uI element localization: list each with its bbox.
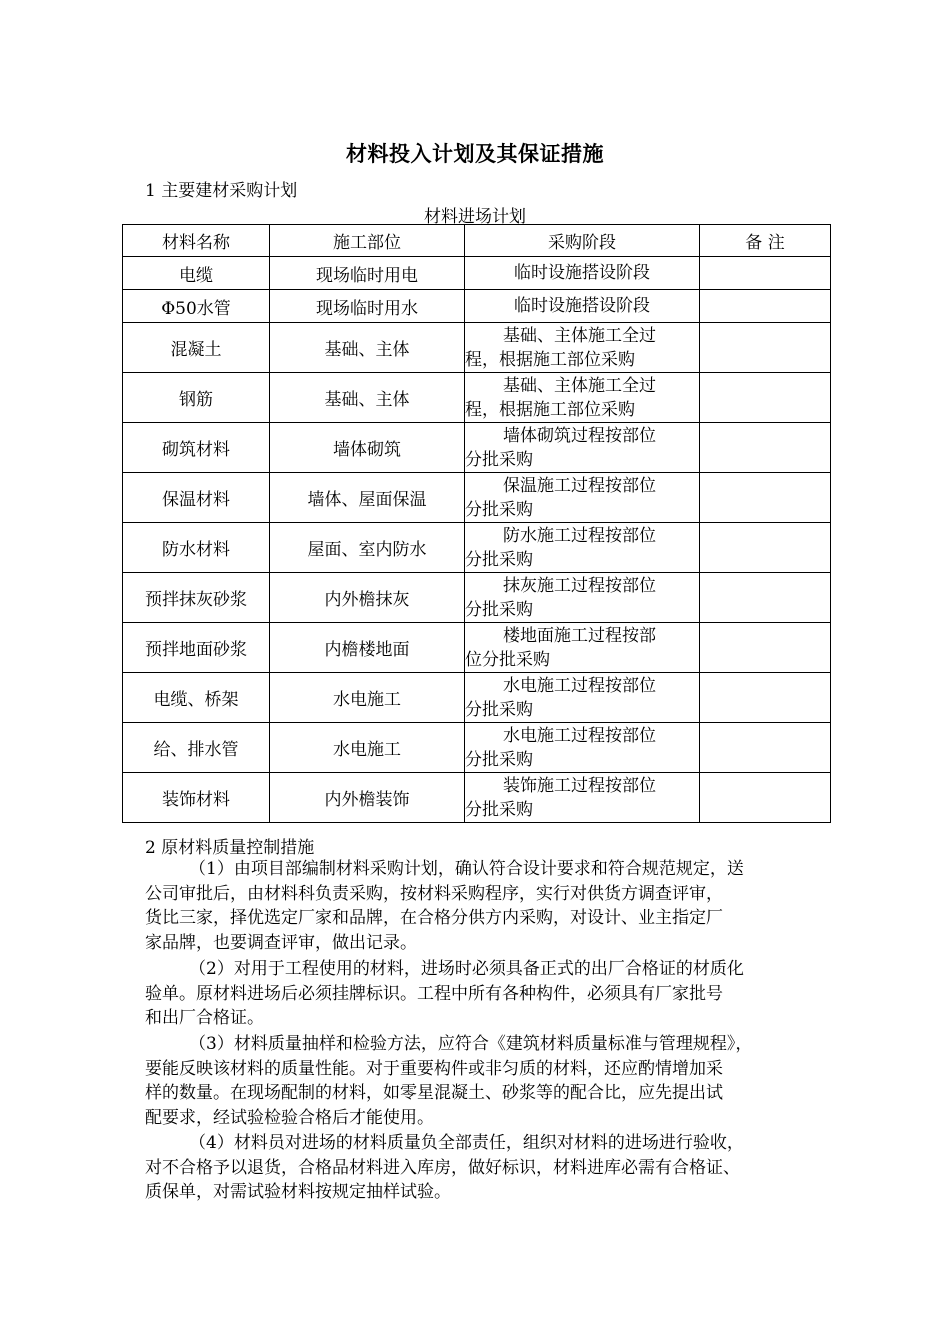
stage-line-2: 分批采购: [465, 549, 533, 570]
stage-line-2: 分批采购: [465, 449, 533, 470]
paragraph-line: 对不合格予以退货，合格品材料进入库房，做好标识，材料进库必需有合格证、: [145, 1157, 740, 1178]
body-paragraph: [145, 1131, 810, 1205]
table-row: [123, 473, 831, 523]
cell-purchase-stage: [465, 523, 700, 573]
cell-remarks: [700, 257, 831, 290]
stage-line-1: 楼地面施工过程按部: [503, 625, 656, 646]
cell-material-name: 混凝土: [123, 323, 270, 373]
table-caption: 材料进场计划: [424, 207, 526, 227]
paragraph-line: （3）材料质量抽样和检验方法，应符合《建筑材料质量标准与管理规程》，: [189, 1034, 753, 1054]
header-material-name: 材料名称: [123, 225, 270, 257]
cell-remarks: [700, 573, 831, 623]
table-row: [123, 373, 831, 423]
cell-material-name: 防水材料: [123, 523, 270, 573]
cell-material-name: Φ50水管: [123, 290, 270, 323]
cell-construction-part: 内外檐抹灰: [270, 573, 465, 623]
cell-purchase-stage: [465, 323, 700, 373]
stage-line-2: 程，根据施工部位采购: [465, 399, 635, 420]
table-row: [123, 773, 831, 823]
stage-line-1: 墙体砌筑过程按部位: [503, 425, 656, 446]
cell-purchase-stage: [465, 373, 700, 423]
table-body: [123, 257, 831, 823]
cell-construction-part: 内外檐装饰: [270, 773, 465, 823]
body-paragraph: [145, 857, 810, 955]
cell-remarks: [700, 290, 831, 323]
cell-purchase-stage: [465, 673, 700, 723]
body-paragraph: [145, 1032, 810, 1130]
cell-purchase-stage: [465, 573, 700, 623]
page-title: 材料投入计划及其保证措施: [346, 141, 604, 166]
cell-purchase-stage: [465, 723, 700, 773]
cell-remarks: [700, 773, 831, 823]
section-heading-1: 1 主要建材采购计划: [145, 181, 298, 201]
paragraph-line: （1）由项目部编制材料采购计划，确认符合设计要求和符合规范规定，送: [189, 859, 744, 879]
paragraph-line: 验单。原材料进场后必须挂牌标识。工程中所有各种构件，必须具有厂家批号: [145, 983, 723, 1004]
cell-construction-part: 墙体、屋面保温: [270, 473, 465, 523]
cell-construction-part: 水电施工: [270, 723, 465, 773]
cell-construction-part: 基础、主体: [270, 373, 465, 423]
paragraph-line: 公司审批后，由材料科负责采购，按材料采购程序，实行对供货方调查评审，: [145, 883, 723, 904]
cell-material-name: 电缆: [123, 257, 270, 290]
stage-line-2: 分批采购: [465, 699, 533, 720]
stage-line-2: 分批采购: [465, 799, 533, 820]
cell-construction-part: 墙体砌筑: [270, 423, 465, 473]
stage-line-1: 水电施工过程按部位: [503, 675, 656, 696]
section-heading-2: 2 原材料质量控制措施: [145, 838, 315, 858]
cell-construction-part: 屋面、室内防水: [270, 523, 465, 573]
cell-purchase-stage: 临时设施搭设阶段: [465, 257, 700, 290]
body-paragraph: [145, 957, 810, 1031]
paragraph-line: 配要求，经试验检验合格后才能使用。: [145, 1107, 434, 1128]
stage-line-2: 位分批采购: [465, 649, 550, 670]
cell-material-name: 给、排水管: [123, 723, 270, 773]
table-row: [123, 673, 831, 723]
cell-material-name: 砌筑材料: [123, 423, 270, 473]
header-remarks: 备 注: [700, 225, 831, 257]
paragraph-line: （4）材料员对进场的材料质量负全部责任，组织对材料的进场进行验收，: [189, 1133, 744, 1153]
cell-remarks: [700, 673, 831, 723]
stage-line-1: 基础、主体施工全过: [503, 375, 656, 396]
stage-line-1: 基础、主体施工全过: [503, 325, 656, 346]
table-row: [123, 623, 831, 673]
stage-line-1: 装饰施工过程按部位: [503, 775, 656, 796]
cell-remarks: [700, 323, 831, 373]
cell-purchase-stage: [465, 423, 700, 473]
paragraph-line: 质保单，对需试验材料按规定抽样试验。: [145, 1182, 451, 1202]
paragraph-line: （2）对用于工程使用的材料，进场时必须具备正式的出厂合格证的材质化: [189, 959, 744, 979]
cell-material-name: 预拌抹灰砂浆: [123, 573, 270, 623]
stage-line-2: 分批采购: [465, 749, 533, 770]
header-construction-part: 施工部位: [270, 225, 465, 257]
table-row: [123, 323, 831, 373]
cell-purchase-stage: 临时设施搭设阶段: [465, 290, 700, 323]
stage-line-1: 水电施工过程按部位: [503, 725, 656, 746]
cell-material-name: 装饰材料: [123, 773, 270, 823]
material-plan-table: [122, 224, 831, 823]
table-row: [123, 523, 831, 573]
cell-remarks: [700, 723, 831, 773]
cell-material-name: 保温材料: [123, 473, 270, 523]
cell-remarks: [700, 623, 831, 673]
cell-construction-part: 内檐楼地面: [270, 623, 465, 673]
table-row: [123, 573, 831, 623]
stage-line-1: 抹灰施工过程按部位: [503, 575, 656, 596]
cell-material-name: 电缆、桥架: [123, 673, 270, 723]
cell-remarks: [700, 423, 831, 473]
paragraph-line: 样的数量。在现场配制的材料，如零星混凝土、砂浆等的配合比，应先提出试: [145, 1083, 723, 1103]
paragraph-line: 家品牌，也要调查评审，做出记录。: [145, 932, 417, 953]
table-header-row: [123, 225, 831, 257]
stage-line-2: 程，根据施工部位采购: [465, 349, 635, 370]
cell-material-name: 钢筋: [123, 373, 270, 423]
paragraph-line: 要能反映该材料的质量性能。对于重要构件或非匀质的材料，还应酌情增加采: [145, 1058, 723, 1079]
cell-construction-part: 水电施工: [270, 673, 465, 723]
stage-line-1: 保温施工过程按部位: [503, 475, 656, 496]
table-row: [123, 290, 831, 323]
table-row: [123, 257, 831, 290]
stage-line-2: 分批采购: [465, 599, 533, 620]
paragraph-line: 和出厂合格证。: [145, 1008, 264, 1028]
cell-material-name: 预拌地面砂浆: [123, 623, 270, 673]
cell-purchase-stage: [465, 473, 700, 523]
cell-purchase-stage: [465, 773, 700, 823]
stage-line-2: 分批采购: [465, 499, 533, 520]
cell-construction-part: 现场临时用水: [270, 290, 465, 323]
stage-line-1: 防水施工过程按部位: [503, 525, 656, 546]
cell-construction-part: 现场临时用电: [270, 257, 465, 290]
header-purchase-stage: 采购阶段: [465, 225, 700, 257]
cell-remarks: [700, 523, 831, 573]
paragraph-line: 货比三家，择优选定厂家和品牌，在合格分供方内采购，对设计、业主指定厂: [145, 908, 723, 928]
table-row: [123, 423, 831, 473]
table-row: [123, 723, 831, 773]
cell-remarks: [700, 373, 831, 423]
cell-remarks: [700, 473, 831, 523]
cell-purchase-stage: [465, 623, 700, 673]
cell-construction-part: 基础、主体: [270, 323, 465, 373]
